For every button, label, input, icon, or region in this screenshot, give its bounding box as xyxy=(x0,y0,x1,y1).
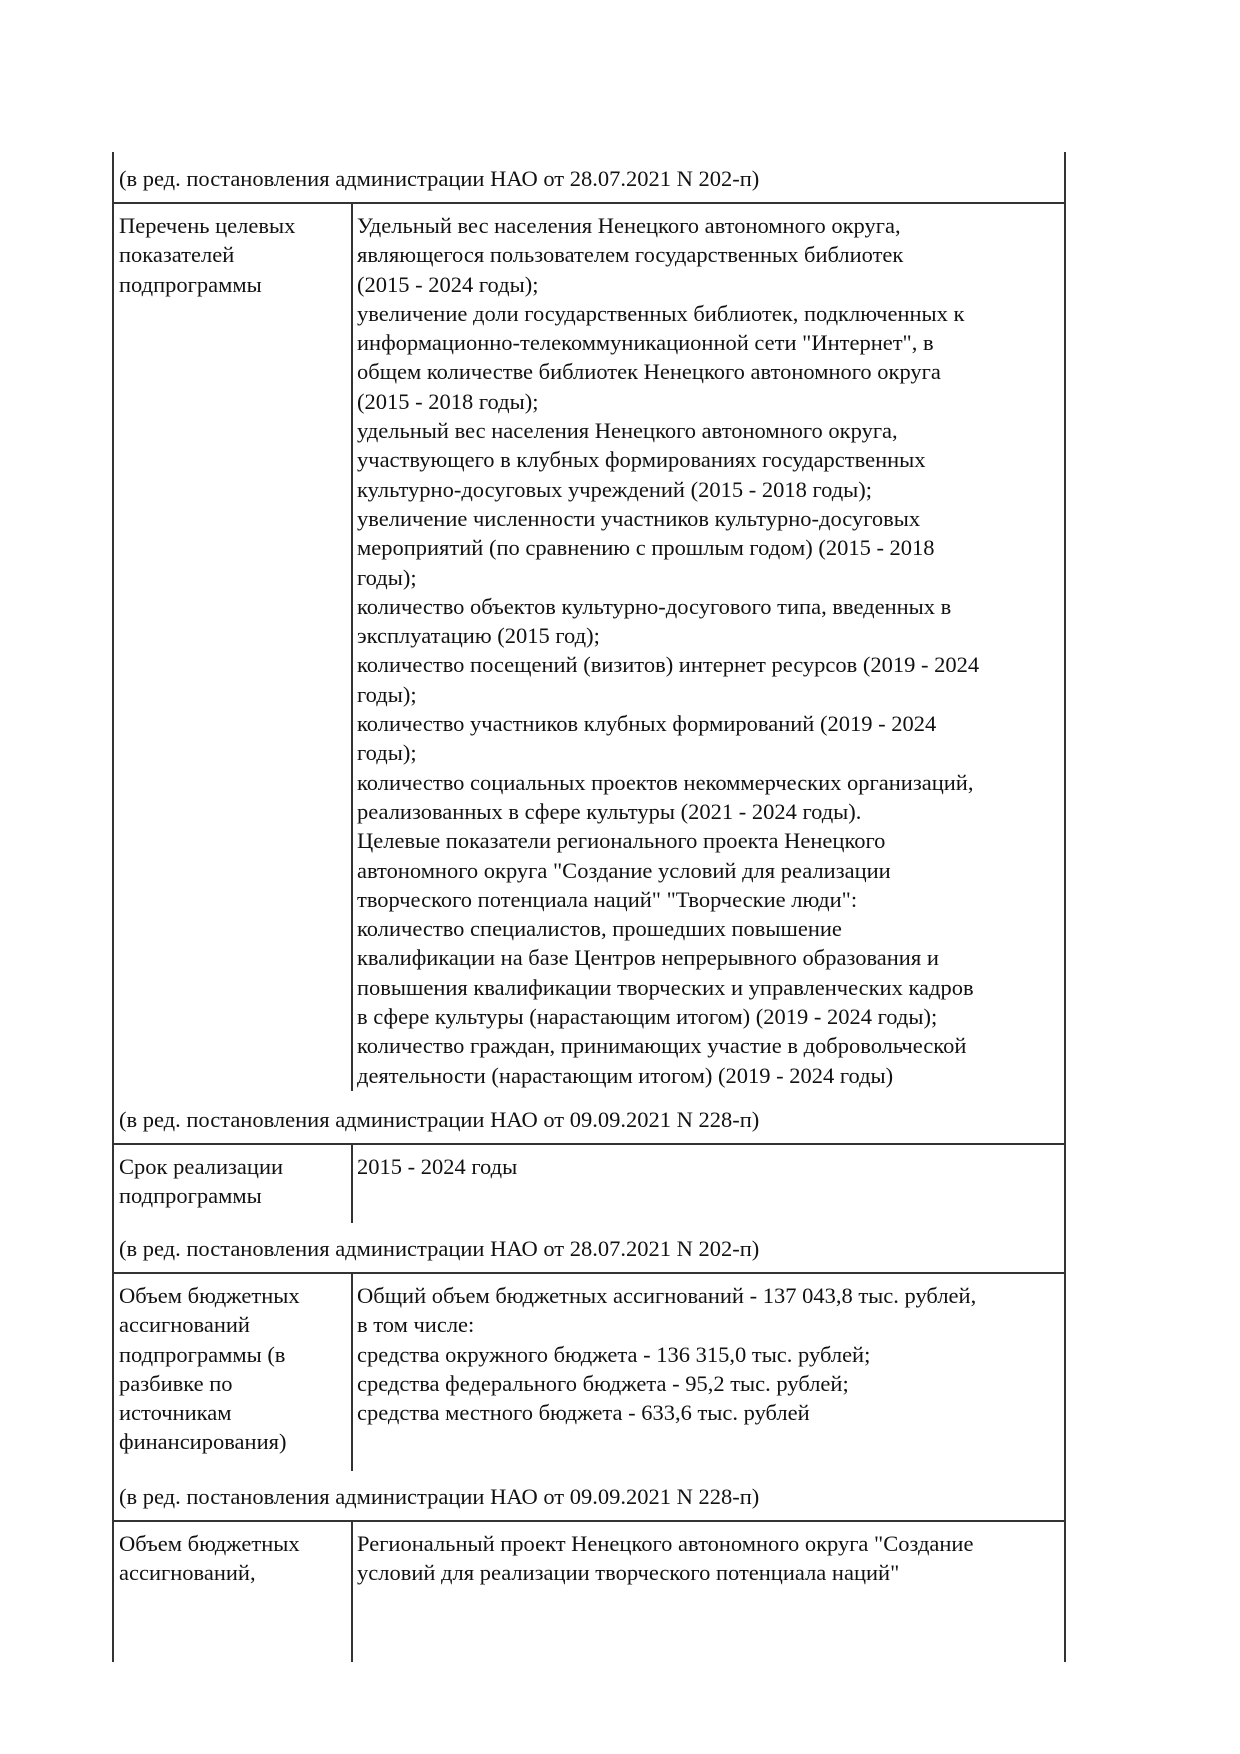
amendment-note: (в ред. постановления администрации НАО от 09.09.2021 N 228-п) xyxy=(119,1107,760,1132)
row-value-budget: Общий объем бюджетных ассигнований - 137 043,8 тыс. рублей, в том числе: средства окружного бюджета - 136 315,0 тыс. рублей; средства федерального бюджета - 95,2 тыс. рублей; средства местного бюджета - 633,6 тыс. рублей xyxy=(357,1283,977,1426)
row-label-budget: Объем бюджетных ассигнований подпрограммы (в разбивке по источникам финансирования) xyxy=(119,1283,300,1455)
column-divider xyxy=(351,1273,353,1471)
row-divider xyxy=(112,1143,1065,1145)
row-label-term: Срок реализации подпрограммы xyxy=(119,1154,284,1209)
row-value-budget-project: Региональный проект Ненецкого автономного округа "Создание условий для реализации творческого потенциала наций" xyxy=(357,1531,974,1586)
amendment-note: (в ред. постановления администрации НАО от 28.07.2021 N 202-п) xyxy=(119,1236,760,1261)
row-divider xyxy=(112,1520,1065,1522)
row-label-indicators: Перечень целевых показателей подпрограммы xyxy=(119,213,296,297)
table-border-right xyxy=(1064,152,1066,1662)
row-divider xyxy=(112,1272,1065,1274)
amendment-note: (в ред. постановления администрации НАО от 09.09.2021 N 228-п) xyxy=(119,1484,760,1509)
column-divider xyxy=(351,1521,353,1662)
table-border-left xyxy=(112,152,114,1662)
amendment-note: (в ред. постановления администрации НАО от 28.07.2021 N 202-п) xyxy=(119,166,760,191)
row-value-term: 2015 - 2024 годы xyxy=(357,1154,518,1179)
column-divider xyxy=(351,1144,353,1223)
row-value-indicators: Удельный вес населения Ненецкого автономного округа, являющегося пользователем государственных библиотек (2015 - 2024 годы); увеличение доли государственных библиотек, подключенных к информационно-телекоммуникационной сети "Интернет", в общем количестве библиотек Ненецкого автономного округа (2015 - 2018 годы); удельный вес населения Ненецкого автономного округа, участвующего в клубных формированиях государственных культурно-досуговых учреждений (2015 - 2018 годы); увеличение численности участников культурно-досуговых мероприятий (по сравнению с прошлым годом) (2015 - 2018 годы); количество объектов культурно-досугового типа, введенных в эксплуатацию (2015 год); количество посещений (визитов) интернет ресурсов (2019 - 2024 годы); количество участников клубных формирований (2019 - 2024 годы); количество социальных проектов некоммерческих организаций, реализованных в сфере культуры (2021 - 2024 годы). Целевые показатели регионального проекта Ненецкого автономного округа "Создание условий для реализации творческого потенциала наций" "Творческие люди": количество специалистов, прошедших повышение квалификации на базе Центров непрерывного образования и повышения квалификации творческих и управленческих кадров в сфере культуры (нарастающим итогом) (2019 - 2024 годы); количество граждан, принимающих участие в добровольческой деятельности (нарастающим итогом) (2019 - 2024 годы) xyxy=(357,213,980,1088)
row-divider xyxy=(112,202,1065,204)
row-label-budget-project: Объем бюджетных ассигнований, xyxy=(119,1531,300,1586)
column-divider xyxy=(351,203,353,1091)
